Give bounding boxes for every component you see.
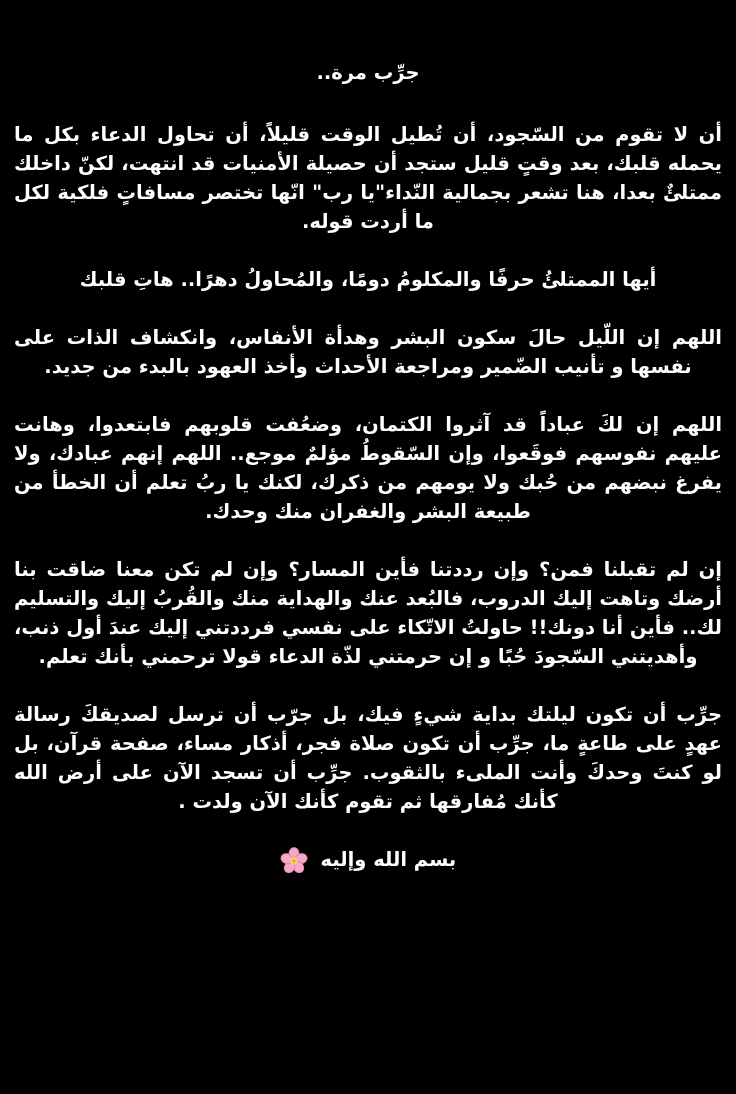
paragraph: إن لم تقبلنا فمن؟ وإن رددتنا فأين المسار؟ وإن لم تكن معنا ضاقت بنا أرضك وتاهت إليك الدروب، فالبُعد عنك والهداية منك والقُربُ إليك والتسليم لك.. فأين أنا دونك!! حاولتُ الاتّكاء على نفسي فرددتني إليك عندَ أول ذنب، وأهديتني السّجودَ حُبًا و إن حرمتني لذّة الدعاء قولا ترحمني بأنك تعلم. xyxy=(14,558,722,668)
paragraph: أن لا تقوم من السّجود، أن تُطيل الوقت قليلاً، أن تحاول الدعاء بكل ما يحمله قلبك، بعد وقتٍ قليل ستجد أن حصيلة الأمنيات قد انتهت، لكنّ داخلك ممتلئٌ بعدا، هنا تشعر بجمالية النّداء"يا رب" انّها تختصر مسافاتٍ فلكية لكل ما أردت قوله. xyxy=(14,123,722,233)
paragraph: أيها الممتلئُ حرفًا والمكلومُ دومًا، والمُحاولُ دهرًا.. هاتِ قلبك xyxy=(79,268,657,291)
cherry-blossom-icon xyxy=(280,847,308,875)
paragraph: اللهم إن اللّيل حالَ سكون البشر وهدأة الأنفاس، وانكشاف الذات على نفسها و تأنيب الضّمير ومراجعة الأحداث وأخذ العهود بالبدء من جديد. xyxy=(14,326,722,378)
paragraph: اللهم إن لكَ عباداً قد آثروا الكتمان، وضعُفت قلوبهم فابتعدوا، وهانت عليهم نفوسهم فوقَعوا، وإن السّقوطُ مؤلمٌ موجع.. اللهم إنهم عبادك، ولا يفرغ نبضهم من حُبك ولا يومهم من ذكرك، لكنك يا ربُ تعلم أن الخطأ من طبيعة البشر والغفران منك وحدك. xyxy=(14,413,722,523)
paragraph: جرِّب أن تكون ليلتك بداية شيءٍ فيك، بل جرّب أن ترسل لصديقكَ رسالة عهدٍ على طاعةٍ ما، جرِّب أن تكون صلاة فجر، أذكار مساء، صفحة قرآن، بل لو كنتَ وحدكَ وأنت الملىء بالثقوب. جرِّب أن تسجد الآن على أرض الله كأنك مُفارقها ثم تقوم كأنك الآن ولدت . xyxy=(14,703,722,813)
text-block xyxy=(14,58,722,875)
page-title: جرِّب مرة.. xyxy=(316,61,420,84)
closing-line xyxy=(14,845,722,875)
closing-text: بسم الله وإليه xyxy=(320,848,457,871)
